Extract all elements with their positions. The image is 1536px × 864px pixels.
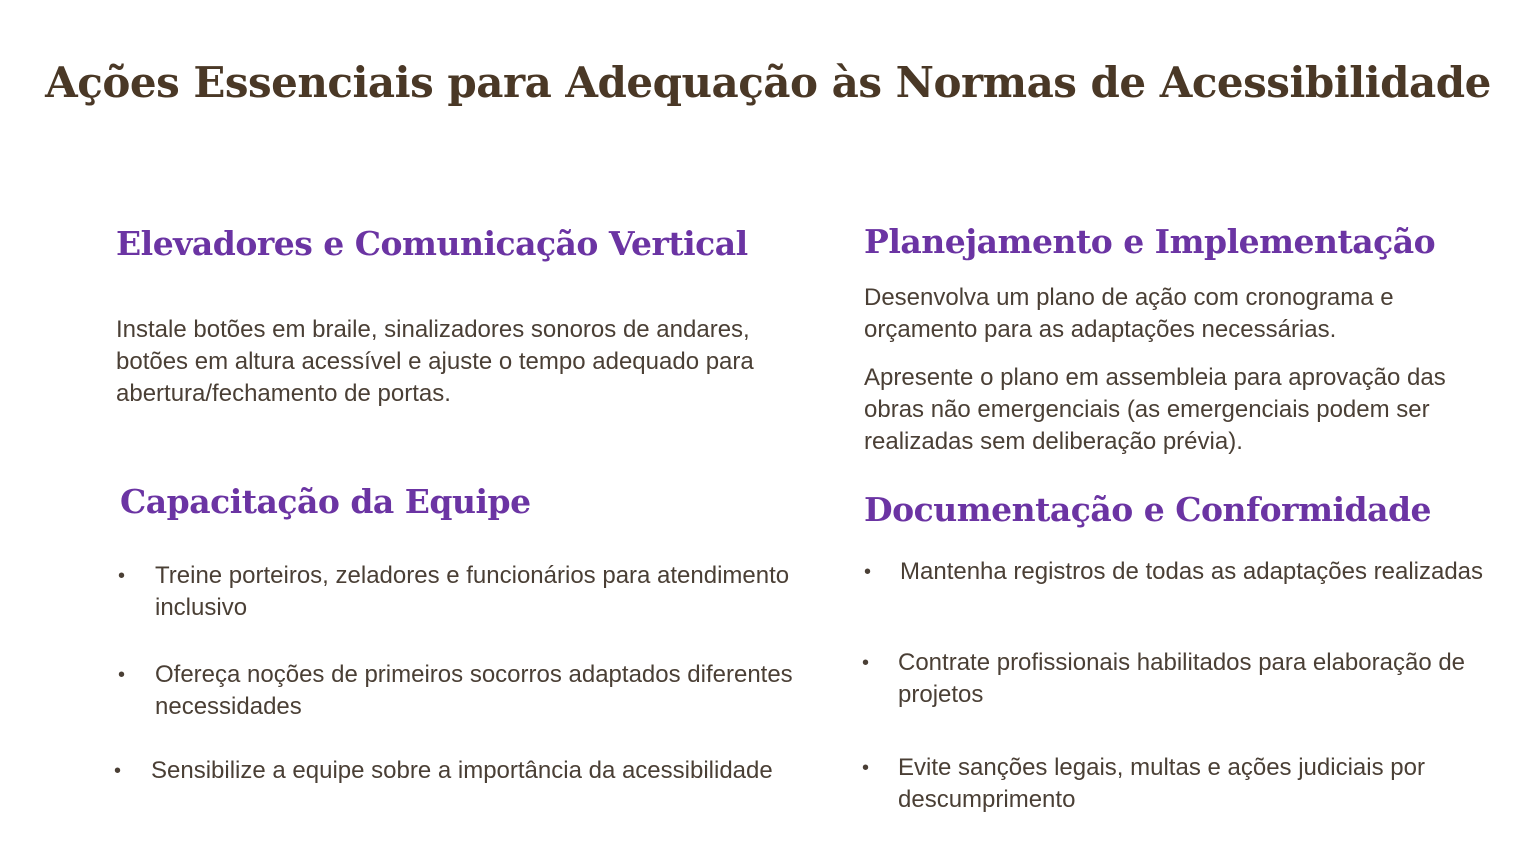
bullet-icon: • <box>862 757 870 779</box>
training-bullet <box>114 755 811 787</box>
bullet-text: Treine porteiros, zeladores e funcionários para atendimento inclusivo <box>155 562 790 621</box>
bullet-icon: • <box>118 664 126 686</box>
bullet-text: Contrate profissionais habilitados para elaboração de projetos <box>898 649 1466 708</box>
bullet-text: Mantenha registros de todas as adaptações realizadas <box>900 558 1484 585</box>
training-heading: Capacitação da Equipe <box>120 482 531 521</box>
bullet-text: Sensibilize a equipe sobre a importância da acessibilidade <box>151 757 773 784</box>
planning-paragraph-2: Apresente o plano em assembleia para aprovação das obras não emergenciais (as emergenciais podem ser realizadas sem deliberação prévia). <box>864 364 1446 455</box>
documentation-bullet <box>862 752 1518 816</box>
bullet-icon: • <box>114 760 122 782</box>
elevators-heading: Elevadores e Comunicação Vertical <box>116 224 748 263</box>
training-bullet <box>118 659 815 723</box>
bullet-text: Ofereça noções de primeiros socorros adaptados diferentes necessidades <box>155 661 793 720</box>
bullet-icon: • <box>118 565 126 587</box>
elevators-body: Instale botões em braile, sinalizadores sonoros de andares, botões em altura acessível e ajuste o tempo adequado para abertura/fechamento de portas. <box>116 316 754 407</box>
documentation-bullet <box>862 647 1518 711</box>
bullet-icon: • <box>864 561 872 583</box>
documentation-heading: Documentação e Conformidade <box>864 490 1432 529</box>
documentation-bullet <box>864 556 1520 588</box>
planning-heading: Planejamento e Implementação <box>864 222 1436 261</box>
bullet-icon: • <box>862 652 870 674</box>
training-bullet <box>118 560 815 624</box>
bullet-text: Evite sanções legais, multas e ações judiciais por descumprimento <box>898 754 1425 813</box>
planning-paragraph-1: Desenvolva um plano de ação com cronograma e orçamento para as adaptações necessárias. <box>864 284 1394 343</box>
slide-title: Ações Essenciais para Adequação às Normas de Acessibilidade <box>45 58 1491 107</box>
